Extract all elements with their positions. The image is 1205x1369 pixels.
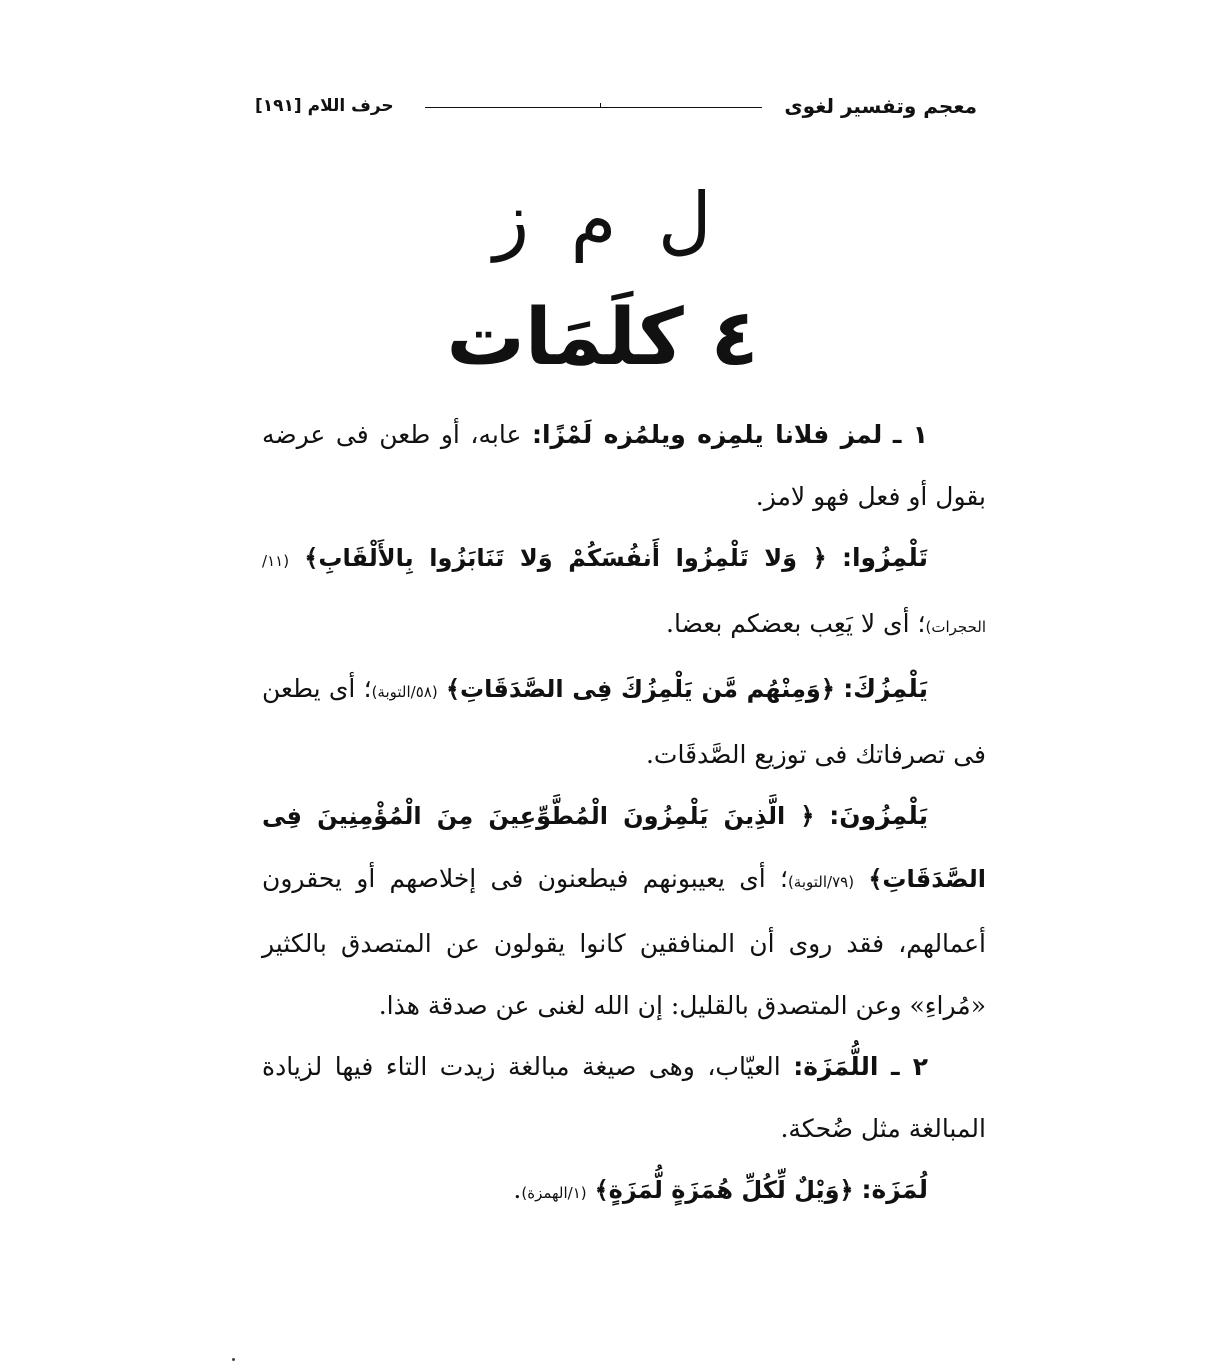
entry-headword: لمز فلانا يلمِزه ويلمُزه لَمْزًا: bbox=[531, 420, 883, 449]
entries-body bbox=[262, 404, 986, 1225]
entry-definition: ؛ أى لا يَعِب بعضكم بعضا. bbox=[666, 608, 926, 638]
entry-definition: العيّاب، وهى صيغة مبالغة زيدت التاء فيها لزيادة المبالغة مثل ضُحكة. bbox=[262, 1052, 986, 1143]
entry-definition: ؛ أى يطعن فى تصرفاتك فى توزيع الصَّدقَات. bbox=[262, 674, 986, 769]
quran-quote: ﴿ وَلا تَلْمِزُوا أَنفُسَكُمْ وَلا تَنَابَزُوا بِالأَلْقَابِ﴾ bbox=[304, 544, 827, 572]
quran-reference: (٧٩/التوبة) bbox=[787, 872, 855, 891]
entry-3 bbox=[262, 658, 986, 785]
quran-reference: (٥٨/التوبة) bbox=[371, 683, 438, 701]
book-title: معجم وتفسير لغوى bbox=[784, 94, 977, 118]
quran-quote: ﴿ الَّذِينَ يَلْمِزُونَ الْمُطَّوِّعِينَ مِنَ الْمُؤْمِنِينَ فِى الصَّدَقَاتِ﴾ bbox=[262, 802, 986, 893]
entry-2 bbox=[262, 527, 986, 658]
quran-quote: ﴿وَيْلٌ لِّكُلِّ هُمَزَةٍ لُّمَزَةٍ﴾ bbox=[594, 1176, 854, 1204]
quran-reference: (١١/الحجرات) bbox=[262, 552, 986, 636]
entry-number: ١ ـ bbox=[892, 420, 929, 449]
quran-reference: (١/الهمزة) bbox=[521, 1184, 587, 1202]
entry-4 bbox=[262, 785, 986, 1036]
header-rule bbox=[425, 107, 762, 108]
word-count-title: ٤ كلَمَات bbox=[446, 293, 759, 383]
entry-headword: تَلْمِزُوا: bbox=[841, 543, 928, 572]
root-title: ل م ز bbox=[493, 177, 712, 263]
running-header bbox=[255, 88, 977, 124]
entry-headword: اللُّمَزَة: bbox=[793, 1052, 879, 1081]
entry-definition: . bbox=[513, 1175, 522, 1204]
entry-5 bbox=[262, 1036, 986, 1159]
quran-quote: ﴿وَمِنْهُم مَّن يَلْمِزُكَ فِى الصَّدَقَاتِ﴾ bbox=[445, 675, 835, 703]
entry-definition: ؛ أى يعيبونهم فيطعنون فى إخلاصهم أو يحقرون أعمالهم، فقد روى أن المنافقين كانوا يقولون عن المتصدق بالكثير «مُراءِ» وعن المتصدق بالقليل: إن الله لغنى عن صدقة هذا. bbox=[262, 863, 986, 1020]
entry-headword: يَلْمِزُونَ: bbox=[829, 801, 928, 830]
section-label: حرف اللام [١٩١] bbox=[255, 96, 394, 116]
entry-headword: يَلْمِزُكَ: bbox=[843, 674, 929, 703]
entry-6 bbox=[262, 1159, 986, 1225]
entry-number: ٢ ـ bbox=[890, 1052, 929, 1081]
entry-1 bbox=[262, 404, 986, 527]
entry-headword: لُمَزَة: bbox=[861, 1175, 928, 1204]
entry-definition: عابه، أو طعن فى عرضه بقول أو فعل فهو لامز. bbox=[262, 420, 986, 511]
scan-speck bbox=[232, 1358, 235, 1361]
